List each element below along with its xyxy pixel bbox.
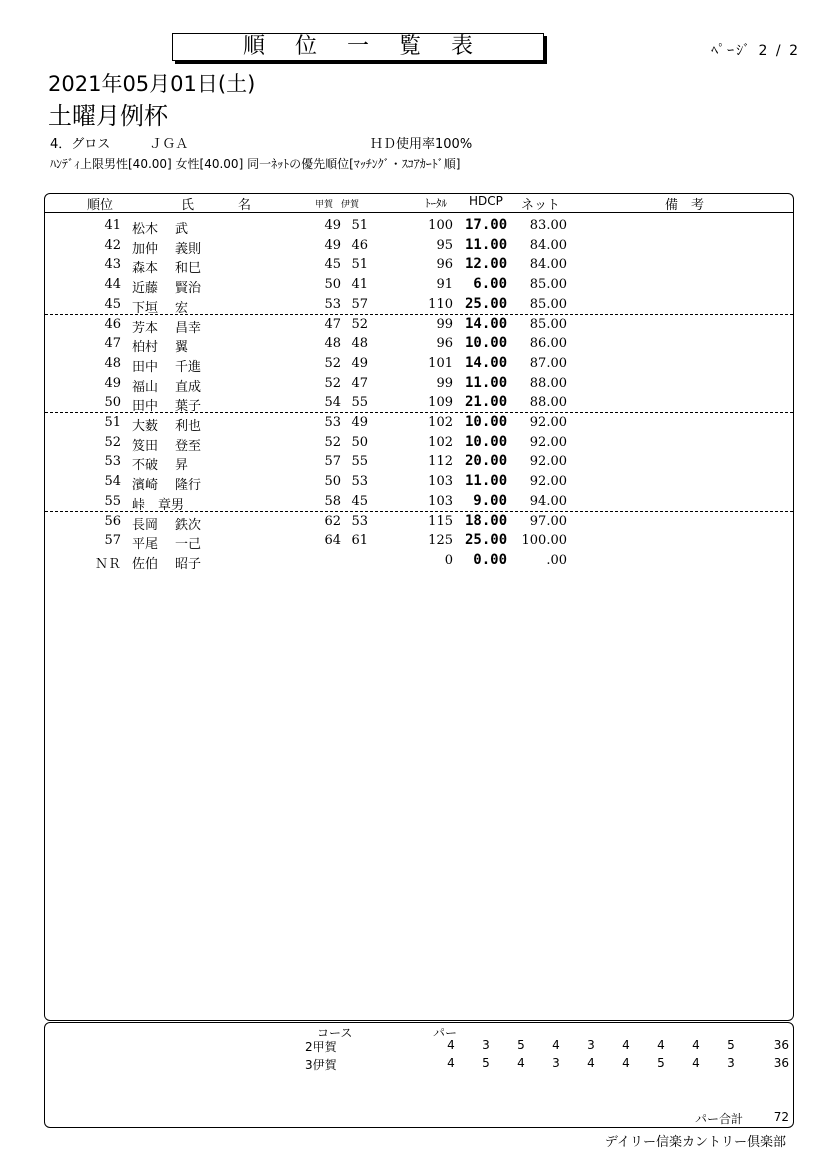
table-row <box>45 392 793 415</box>
col-net: ネット <box>521 198 561 213</box>
net-cell: 92.00 <box>529 454 567 470</box>
par-total-label: パー合計 <box>695 1112 744 1126</box>
kouka-score-cell: 45 <box>324 257 341 273</box>
iga-score-cell: 55 <box>351 395 368 411</box>
first-name-cell: 隆行 <box>175 478 202 494</box>
first-name-cell: 昌幸 <box>175 320 202 336</box>
first-name-cell: 登至 <box>175 438 202 454</box>
net-cell: 94.00 <box>529 493 567 509</box>
table-row <box>45 254 793 277</box>
hdcp-cell: 17.00 <box>465 217 508 233</box>
hdcp-cell: 12.00 <box>465 256 508 273</box>
table-row <box>45 274 793 297</box>
hdcp-cell: 10.00 <box>465 414 508 430</box>
hdcp-cell: 18.00 <box>465 512 508 529</box>
hole-par: 4 <box>657 1038 665 1052</box>
total-cell: 95 <box>436 237 453 253</box>
hole-par: 4 <box>552 1038 560 1052</box>
last-name-cell: 芳本 <box>132 320 159 336</box>
net-cell: 84.00 <box>529 237 567 253</box>
total-cell: 125 <box>428 533 453 549</box>
kouka-score-cell: 53 <box>324 415 341 430</box>
rank-cell: 45 <box>104 296 121 312</box>
rank-cell: 48 <box>104 355 121 371</box>
hdcp-cell: 14.00 <box>465 315 508 332</box>
net-cell: 92.00 <box>529 474 567 490</box>
hdcp-cell: 21.00 <box>465 394 508 411</box>
table-row <box>45 215 793 235</box>
rank-cell: ＮＲ <box>94 556 121 572</box>
last-name-cell: 峠 章男 <box>132 497 185 513</box>
rank-cell: 47 <box>104 336 121 352</box>
kouka-score-cell: 52 <box>324 434 341 450</box>
first-name-cell: 武 <box>175 222 189 237</box>
total-cell: 102 <box>428 415 453 430</box>
last-name-cell: 笈田 <box>132 438 159 454</box>
kouka-score-cell: 57 <box>324 454 341 470</box>
col-total: ﾄｰﾀﾙ <box>425 197 447 210</box>
last-name-cell: 柏村 <box>132 340 159 356</box>
net-cell: 85.00 <box>529 316 567 332</box>
net-cell: 92.00 <box>529 434 567 450</box>
hole-par: 4 <box>622 1038 630 1052</box>
rank-cell: 44 <box>104 277 121 293</box>
last-name-cell: 松木 <box>132 222 159 237</box>
hdcp-cell: 11.00 <box>465 374 508 391</box>
kouka-score-cell: 53 <box>324 296 341 312</box>
hole-par: 3 <box>727 1056 735 1070</box>
kouka-score-cell: 52 <box>324 375 341 391</box>
rank-cell: 41 <box>104 218 121 233</box>
iga-score-cell: 51 <box>351 218 368 233</box>
first-name-cell: 翼 <box>175 340 189 356</box>
kouka-score-cell: 54 <box>324 395 341 411</box>
kouka-score-cell: 47 <box>324 316 341 332</box>
first-name-cell: 利也 <box>175 419 202 434</box>
rank-cell: 56 <box>104 513 121 529</box>
handicap-note: ﾊﾝﾃﾞｨ上限男性[40.00] 女性[40.00] 同一ﾈｯﾄの優先順位[ﾏｯﾁﾝｸﾞ・ｽｺｱｶｰﾄﾞ順] <box>50 157 461 171</box>
col-remarks: 備 考 <box>665 198 705 213</box>
total-cell: 0 <box>444 552 453 568</box>
table-row <box>45 451 793 474</box>
hole-par: 3 <box>552 1056 560 1070</box>
col-hdcp: HDCP <box>469 194 503 208</box>
kouka-score-cell: 48 <box>324 336 341 352</box>
hole-par: 4 <box>622 1056 630 1070</box>
col-kouka: 甲賀 <box>315 200 334 210</box>
iga-score-cell: 50 <box>351 434 368 450</box>
first-name-cell: 一己 <box>175 537 202 553</box>
last-name-cell: 近藤 <box>132 281 159 297</box>
col-rank: 順位 <box>87 198 114 213</box>
hdcp-cell: 6.00 <box>473 276 507 293</box>
hole-par: 4 <box>692 1038 700 1052</box>
hole-par: 3 <box>482 1038 490 1052</box>
net-cell: 85.00 <box>529 296 567 312</box>
last-name-cell: 森本 <box>132 261 159 277</box>
table-row <box>45 550 793 570</box>
net-cell: 100.00 <box>521 533 567 549</box>
first-name-cell: 和巳 <box>175 261 202 277</box>
rank-cell: 52 <box>104 434 121 450</box>
header-rule <box>45 212 793 213</box>
hole-par: 5 <box>482 1056 490 1070</box>
course-par-total: 36 <box>773 1056 789 1070</box>
event-date: 2021年05月01日(土) <box>48 72 256 96</box>
hdcp-cell: 10.00 <box>465 433 508 450</box>
hole-par: 5 <box>727 1038 735 1052</box>
table-row <box>45 530 793 553</box>
total-cell: 99 <box>436 375 453 391</box>
net-cell: 84.00 <box>529 257 567 273</box>
hd-rate: ＨＤ使用率100% <box>370 137 473 152</box>
total-cell: 100 <box>428 218 453 233</box>
total-cell: 112 <box>428 454 453 470</box>
hole-par: 5 <box>657 1056 665 1070</box>
kouka-score-cell: 52 <box>324 355 341 371</box>
total-cell: 110 <box>428 296 453 312</box>
rank-cell: 43 <box>104 257 121 273</box>
table-row <box>45 235 793 255</box>
table-row <box>45 333 793 356</box>
col-name1: 氏 <box>181 198 195 213</box>
first-name-cell: 賢治 <box>175 281 202 297</box>
total-cell: 99 <box>436 316 453 332</box>
iga-score-cell: 57 <box>351 296 368 312</box>
hdcp-cell: 9.00 <box>473 492 507 509</box>
net-cell: 97.00 <box>529 513 567 529</box>
hole-par: 4 <box>447 1038 455 1052</box>
last-name-cell: 大薮 <box>132 419 159 434</box>
first-name-cell: 義則 <box>175 241 202 257</box>
rank-cell: 49 <box>104 375 121 391</box>
hdcp-cell: 11.00 <box>465 236 508 253</box>
rank-cell: 53 <box>104 454 121 470</box>
rank-cell: 42 <box>104 237 121 253</box>
col-iga: 伊賀 <box>341 200 360 210</box>
total-cell: 96 <box>436 336 453 352</box>
page-title: 順位一覧表 <box>172 33 544 61</box>
total-cell: 102 <box>428 434 453 450</box>
results-table <box>44 193 794 1021</box>
last-name-cell: 福山 <box>132 379 159 395</box>
total-cell: 115 <box>428 513 453 529</box>
table-row <box>45 373 793 393</box>
table-row <box>45 491 793 511</box>
rank-cell: 51 <box>104 415 121 430</box>
table-row <box>45 432 793 452</box>
club-name: デイリー信楽カントリー倶楽部 <box>604 1135 786 1150</box>
iga-score-cell: 49 <box>351 355 368 371</box>
net-cell: 88.00 <box>529 395 567 411</box>
last-name-cell: 佐伯 <box>132 556 159 572</box>
course-par-box <box>44 1022 794 1128</box>
total-cell: 103 <box>428 474 453 490</box>
table-row <box>45 511 793 531</box>
first-name-cell: 鉄次 <box>175 517 202 533</box>
hdcp-cell: 25.00 <box>465 532 508 549</box>
last-name-cell: 田中 <box>132 399 159 415</box>
iga-score-cell: 45 <box>351 493 368 509</box>
rank-cell: 57 <box>104 533 121 549</box>
hdcp-cell: 20.00 <box>465 453 508 470</box>
total-cell: 96 <box>436 257 453 273</box>
first-name-cell: 千進 <box>175 359 202 375</box>
hole-par: 5 <box>517 1038 525 1052</box>
kouka-score-cell: 49 <box>324 218 341 233</box>
hole-par: 4 <box>692 1056 700 1070</box>
hdcp-cell: 14.00 <box>465 354 508 371</box>
kouka-score-cell: 64 <box>324 533 341 549</box>
first-name-cell: 昭子 <box>175 556 202 572</box>
rank-cell: 50 <box>104 395 121 411</box>
hole-par: 3 <box>587 1038 595 1052</box>
net-cell: .00 <box>546 552 567 568</box>
last-name-cell: 下垣 <box>132 300 159 316</box>
hdcp-cell: 10.00 <box>465 335 508 352</box>
rank-cell: 54 <box>104 474 121 490</box>
table-row <box>45 314 793 334</box>
last-name-cell: 不破 <box>132 458 159 474</box>
table-row <box>45 412 793 432</box>
hole-par: 4 <box>587 1056 595 1070</box>
net-cell: 92.00 <box>529 415 567 430</box>
iga-score-cell: 49 <box>351 415 368 430</box>
iga-score-cell: 41 <box>351 277 368 293</box>
net-cell: 87.00 <box>529 355 567 371</box>
total-cell: 101 <box>428 355 453 371</box>
kouka-score-cell: 50 <box>324 277 341 293</box>
kouka-score-cell: 49 <box>324 237 341 253</box>
first-name-cell: 直成 <box>175 379 202 395</box>
net-cell: 88.00 <box>529 375 567 391</box>
total-cell: 103 <box>428 493 453 509</box>
iga-score-cell: 46 <box>351 237 368 253</box>
kouka-score-cell: 58 <box>324 493 341 509</box>
competition-name: 土曜月例杯 <box>48 102 168 130</box>
first-name-cell: 葉子 <box>175 399 202 415</box>
iga-score-cell: 48 <box>351 336 368 352</box>
total-cell: 91 <box>436 277 453 293</box>
par-total: 72 <box>773 1110 789 1124</box>
hdcp-cell: 25.00 <box>465 295 508 312</box>
last-name-cell: 濱崎 <box>132 478 159 494</box>
kouka-score-cell: 50 <box>324 474 341 490</box>
last-name-cell: 平尾 <box>132 537 159 553</box>
rank-cell: 55 <box>104 493 121 509</box>
table-row <box>45 353 793 373</box>
net-cell: 86.00 <box>529 336 567 352</box>
page-number: ﾍﾟｰｼﾞ 2 / 2 <box>711 43 800 59</box>
last-name-cell: 田中 <box>132 359 159 375</box>
last-name-cell: 加仲 <box>132 241 159 257</box>
iga-score-cell: 53 <box>351 513 368 529</box>
table-row <box>45 294 793 314</box>
hdcp-cell: 0.00 <box>473 551 507 568</box>
iga-score-cell: 52 <box>351 316 368 332</box>
iga-score-cell: 55 <box>351 454 368 470</box>
first-name-cell: 宏 <box>175 300 189 316</box>
course-name: 2甲賀 <box>305 1040 337 1054</box>
kouka-score-cell: 62 <box>324 513 341 529</box>
hdcp-cell: 11.00 <box>465 473 508 490</box>
course-name: 3伊賀 <box>305 1058 337 1072</box>
total-cell: 109 <box>428 395 453 411</box>
rank-cell: 46 <box>104 316 121 332</box>
iga-score-cell: 53 <box>351 474 368 490</box>
hole-par: 4 <box>447 1056 455 1070</box>
net-cell: 83.00 <box>529 218 567 233</box>
iga-score-cell: 61 <box>351 533 368 549</box>
par-label: パー <box>433 1026 458 1040</box>
condition-text: 4．グロス ＪＧＡ <box>50 137 189 152</box>
table-row <box>45 471 793 494</box>
iga-score-cell: 47 <box>351 375 368 391</box>
col-name2: 名 <box>238 198 252 213</box>
course-par-total: 36 <box>773 1038 789 1052</box>
net-cell: 85.00 <box>529 277 567 293</box>
course-label: コース <box>317 1026 353 1040</box>
hole-par: 4 <box>517 1056 525 1070</box>
iga-score-cell: 51 <box>351 257 368 273</box>
last-name-cell: 長岡 <box>132 517 159 533</box>
first-name-cell: 昇 <box>175 458 189 474</box>
